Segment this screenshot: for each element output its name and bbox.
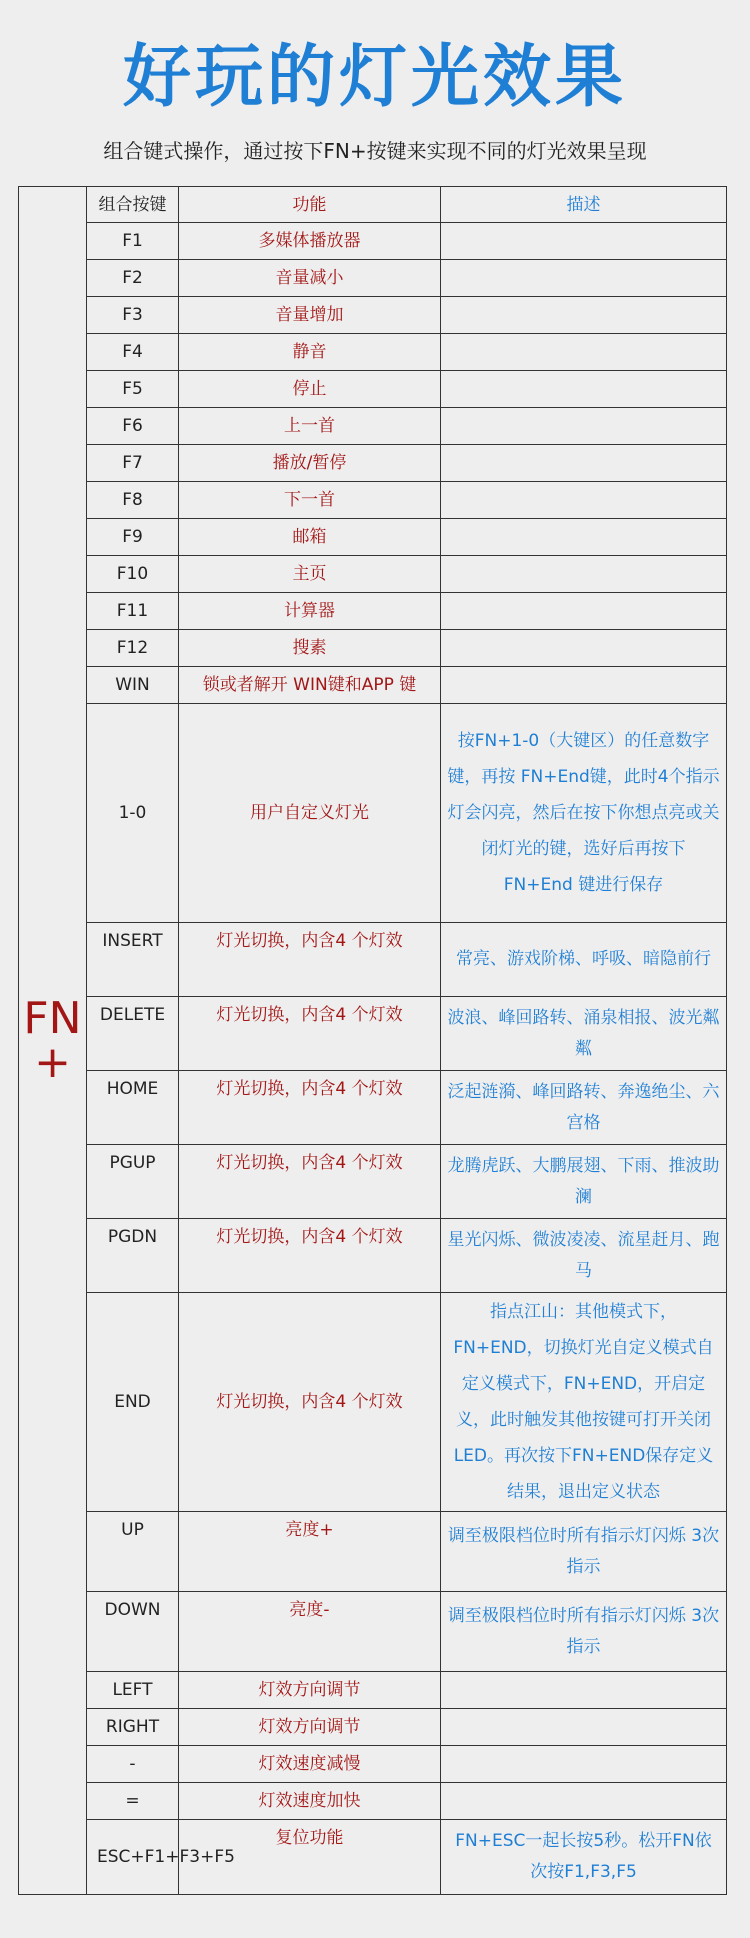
cell-func: 灯光切换，内含4 个灯效: [179, 1293, 441, 1512]
cell-desc: [441, 1746, 727, 1783]
cell-desc: 波浪、峰回路转、涌泉相报、波光粼粼: [441, 997, 727, 1071]
table-row: [19, 1293, 727, 1512]
table-row: [19, 630, 727, 667]
table-row: [19, 1512, 727, 1592]
cell-func: 灯效速度减慢: [179, 1746, 441, 1783]
cell-desc: [441, 667, 727, 704]
cell-func: 音量增加: [179, 297, 441, 334]
cell-desc: [441, 223, 727, 260]
cell-func: 灯效方向调节: [179, 1709, 441, 1746]
table-row: [19, 1219, 727, 1293]
table-row: [19, 519, 727, 556]
cell-key: UP: [87, 1512, 179, 1592]
cell-desc: [441, 556, 727, 593]
table-row: [19, 1672, 727, 1709]
cell-func: 灯光切换，内含4 个灯效: [179, 1145, 441, 1219]
table-row: [19, 408, 727, 445]
cell-key: F11: [87, 593, 179, 630]
cell-func: 灯光切换，内含4 个灯效: [179, 997, 441, 1071]
key-combo-table: [18, 186, 727, 1895]
cell-desc: [441, 482, 727, 519]
cell-desc: [441, 445, 727, 482]
cell-desc: 泛起涟漪、峰回路转、奔逸绝尘、六宫格: [441, 1071, 727, 1145]
plus-label: +: [34, 1036, 71, 1088]
cell-func: 灯效方向调节: [179, 1672, 441, 1709]
cell-key: END: [87, 1293, 179, 1512]
header-desc: 描述: [441, 187, 727, 223]
table-header-row: [19, 187, 727, 223]
table-row: [19, 1145, 727, 1219]
table-row: [19, 923, 727, 997]
cell-key: F10: [87, 556, 179, 593]
cell-desc: 调至极限档位时所有指示灯闪烁 3次指示: [441, 1512, 727, 1592]
cell-func: 多媒体播放器: [179, 223, 441, 260]
cell-key: LEFT: [87, 1672, 179, 1709]
cell-key: F4: [87, 334, 179, 371]
cell-desc: 按FN+1-0（大键区）的任意数字键，再按 FN+End键，此时4个指示灯会闪亮，然后在按下你想点亮或关闭灯光的键，选好后再按下FN+End 键进行保存: [441, 704, 727, 923]
cell-func: 搜素: [179, 630, 441, 667]
cell-key: F6: [87, 408, 179, 445]
cell-desc: [441, 408, 727, 445]
cell-func: 静音: [179, 334, 441, 371]
cell-desc: [441, 297, 727, 334]
cell-desc: [441, 593, 727, 630]
cell-key: F12: [87, 630, 179, 667]
table-row: [19, 1071, 727, 1145]
table-row: [19, 297, 727, 334]
cell-desc: [441, 1672, 727, 1709]
cell-desc: FN+ESC一起长按5秒。松开FN依次按F1,F3,F5: [441, 1820, 727, 1895]
cell-desc: 常亮、游戏阶梯、呼吸、暗隐前行: [441, 923, 727, 997]
cell-key: F9: [87, 519, 179, 556]
cell-key: PGDN: [87, 1219, 179, 1293]
table-row: [19, 223, 727, 260]
cell-func: 灯效速度加快: [179, 1783, 441, 1820]
cell-key: F3: [87, 297, 179, 334]
table-row: [19, 667, 727, 704]
cell-desc: [441, 1783, 727, 1820]
cell-key: F1: [87, 223, 179, 260]
cell-key: F8: [87, 482, 179, 519]
cell-key: F7: [87, 445, 179, 482]
table-row: [19, 704, 727, 923]
cell-func: 主页: [179, 556, 441, 593]
cell-key: WIN: [87, 667, 179, 704]
cell-func: 锁或者解开 WIN键和APP 键: [179, 667, 441, 704]
table-row: [19, 334, 727, 371]
cell-func: 下一首: [179, 482, 441, 519]
cell-func: 停止: [179, 371, 441, 408]
table-row: [19, 445, 727, 482]
cell-func: 亮度+: [179, 1512, 441, 1592]
cell-desc: [441, 371, 727, 408]
table-row: [19, 1820, 727, 1895]
cell-desc: [441, 630, 727, 667]
header-func: 功能: [179, 187, 441, 223]
cell-desc: 指点江山：其他模式下，FN+END，切换灯光自定义模式自定义模式下，FN+END，开启定义，此时触发其他按键可打开关闭 LED。再次按下FN+END保存定义结果，退出定义状态: [441, 1293, 727, 1512]
cell-desc: [441, 519, 727, 556]
cell-desc: 龙腾虎跃、大鹏展翅、下雨、推波助澜: [441, 1145, 727, 1219]
table-row: [19, 1709, 727, 1746]
cell-key: DELETE: [87, 997, 179, 1071]
cell-func: 用户自定义灯光: [179, 704, 441, 923]
cell-func: 上一首: [179, 408, 441, 445]
cell-func: 灯光切换，内含4 个灯效: [179, 1219, 441, 1293]
cell-key: PGUP: [87, 1145, 179, 1219]
cell-key: RIGHT: [87, 1709, 179, 1746]
page-subtitle: 组合键式操作，通过按下FN+按键来实现不同的灯光效果呈现: [103, 139, 647, 163]
table-row: [19, 593, 727, 630]
table-row: [19, 260, 727, 297]
cell-func: 灯光切换，内含4 个灯效: [179, 1071, 441, 1145]
cell-desc: [441, 334, 727, 371]
cell-desc: 调至极限档位时所有指示灯闪烁 3次指示: [441, 1592, 727, 1672]
table-row: [19, 1746, 727, 1783]
cell-key: INSERT: [87, 923, 179, 997]
cell-desc: [441, 1709, 727, 1746]
cell-key: =: [87, 1783, 179, 1820]
cell-desc: 星光闪烁、微波凌凌、流星赶月、跑马: [441, 1219, 727, 1293]
cell-func: 复位功能: [179, 1820, 441, 1895]
table-row: [19, 1783, 727, 1820]
table-row: [19, 997, 727, 1071]
cell-func: 播放/暂停: [179, 445, 441, 482]
cell-key: DOWN: [87, 1592, 179, 1672]
fn-plus-label: [19, 187, 87, 1895]
cell-key: -: [87, 1746, 179, 1783]
cell-func: 计算器: [179, 593, 441, 630]
cell-func: 灯光切换，内含4 个灯效: [179, 923, 441, 997]
cell-key: F5: [87, 371, 179, 408]
cell-func: 亮度-: [179, 1592, 441, 1672]
cell-key: F2: [87, 260, 179, 297]
table-row: [19, 482, 727, 519]
cell-func: 音量减小: [179, 260, 441, 297]
cell-key: ESC+F1+F3+F5: [87, 1820, 179, 1895]
table-row: [19, 1592, 727, 1672]
page-title: 好玩的灯光效果: [122, 38, 627, 117]
fn-label: FN: [23, 992, 82, 1044]
cell-key: 1-0: [87, 704, 179, 923]
cell-desc: [441, 260, 727, 297]
cell-func: 邮箱: [179, 519, 441, 556]
cell-key: HOME: [87, 1071, 179, 1145]
table-row: [19, 371, 727, 408]
table-row: [19, 556, 727, 593]
header-key: 组合按键: [87, 187, 179, 223]
